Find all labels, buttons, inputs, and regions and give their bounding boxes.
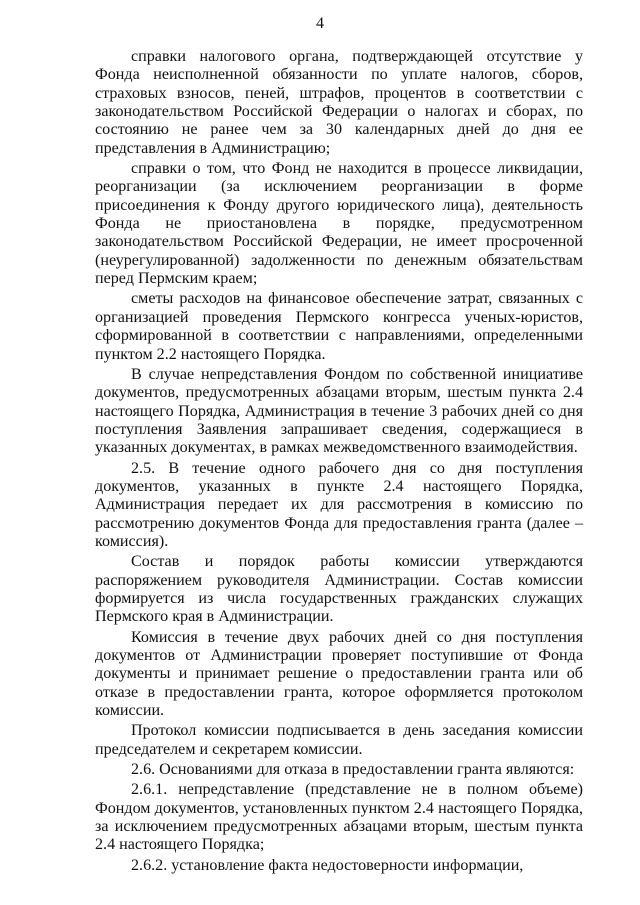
paragraph-interagency-request: В случае непредставления Фондом по собственной инициативе документов, предусмотренных абзацами вторым, шестым пункта 2.4 настоящего Порядка, Администрация в течение 3 рабочих дней со дня поступления Заявления запрашивает сведения, содержащиеся в указанных документах, в рамках межведомственного взаимодействия. <box>95 365 583 457</box>
paragraph-2-6-2: 2.6.2. установление факта недостоверности информации, <box>131 856 524 874</box>
paragraph-2-6-1: 2.6.1. непредставление (представление не в полном объеме) Фондом документов, установленных пунктом 2.4 настоящего Порядка, за исключением предусмотренных абзацами вторым, шестым пункта 2.4 настоящего Порядка; <box>95 781 583 854</box>
paragraph-commission-review: Комиссия в течение двух рабочих дней со дня поступления документов от Администрации проверяет поступившие от Фонда документы и принимает решение о предоставлении гранта или об отказе в предоставлении гранта, которое оформляется протоколом комиссии. <box>95 628 583 720</box>
paragraph-tax-certificate: справки налогового органа, подтверждающей отсутствие у Фонда неисполненной обязанности по уплате налогов, сборов, страховых взносов, пеней, штрафов, процентов в соответствии с законодательством Российской Федерации о налогах и сборах, по состоянию не ранее чем за 30 календарных дней до дня ее представления в Администрацию; <box>95 48 583 157</box>
paragraph-commission-composition: Состав и порядок работы комиссии утверждаются распоряжением руководителя Администрации. Состав комиссии формируется из числа государственных гражданских служащих Пермского края в Администрации. <box>95 553 583 626</box>
paragraph-protocol-signing: Протокол комиссии подписывается в день заседания комиссии председателем и секретарем комиссии. <box>95 722 583 758</box>
paragraph-expense-estimate: сметы расходов на финансовое обеспечение затрат, связанных с организацией проведения Пермского конгресса ученых-юристов, сформированной в соответствии с направлениями, определенными пунктом 2.2 настоящего Порядка. <box>95 290 583 363</box>
document-body <box>95 48 583 877</box>
page-number: 4 <box>316 15 324 32</box>
paragraph-2-6: 2.6. Основаниями для отказа в предоставлении гранта являются: <box>131 761 575 779</box>
paragraph-liquidation-certificate: справки о том, что Фонд не находится в процессе ликвидации, реорганизации (за исключением реорганизации в форме присоединения к Фонду другого юридического лица), деятельность Фонда не приостановлена в порядке, предусмотренном законодательством Российской Федерации, не имеет просроченной (неурегулированной) задолженности по денежным обязательствам перед Пермским краем; <box>95 160 583 288</box>
paragraph-2-5: 2.5. В течение одного рабочего дня со дня поступления документов, указанных в пункте 2.4 настоящего Порядка, Администрация передает их для рассмотрения в комиссию по рассмотрению документов Фонда для предоставления гранта (далее – комиссия). <box>95 459 583 550</box>
